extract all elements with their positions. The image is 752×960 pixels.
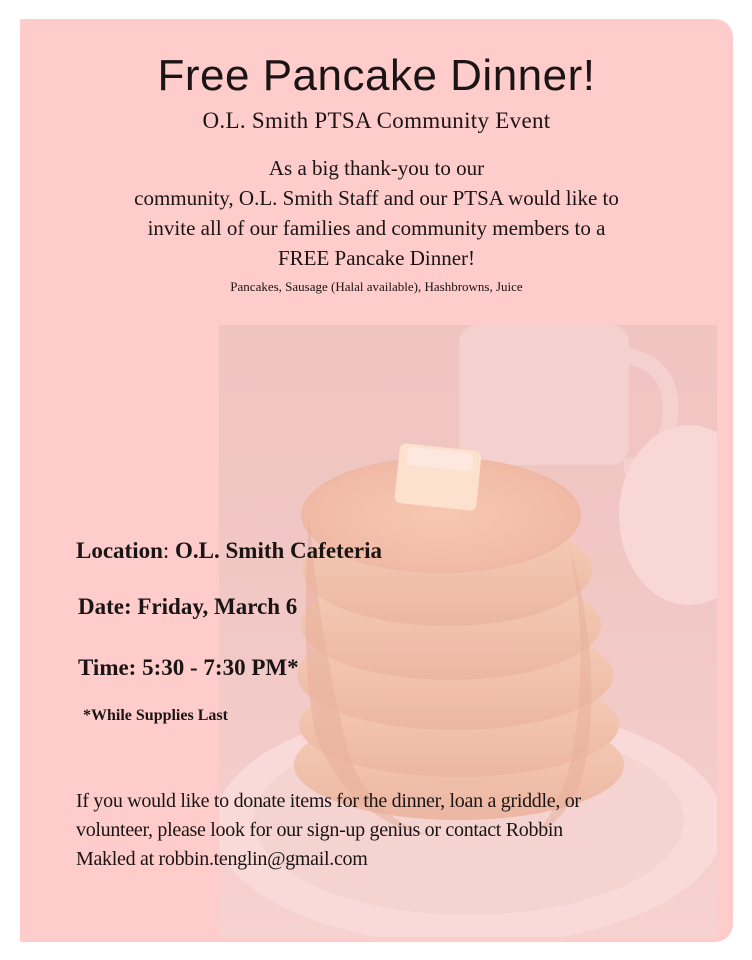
intro-line: As a big thank-you to our (268, 156, 485, 180)
intro-line: invite all of our families and community members to a (147, 216, 606, 240)
intro-line: FREE Pancake Dinner! (277, 246, 476, 270)
donate-line: volunteer, please look for our sign-up genius or contact Robbin (76, 819, 563, 841)
intro-paragraph (60, 153, 693, 273)
flyer-title: Free Pancake Dinner! (157, 51, 596, 100)
donate-line: If you would like to donate items for the dinner, loan a griddle, or (76, 790, 581, 812)
date-line: Date: Friday, March 6 (78, 594, 298, 619)
menu-items: Pancakes, Sausage (Halal available), Hashbrowns, Juice (230, 279, 523, 294)
donate-line: Makled at robbin.tenglin@gmail.com (76, 848, 368, 870)
location-line: Location: O.L. Smith Cafeteria (76, 538, 382, 563)
supplies-note: *While Supplies Last (83, 707, 228, 724)
time-line: Time: 5:30 - 7:30 PM* (78, 655, 299, 680)
intro-line: community, O.L. Smith Staff and our PTSA would like to (134, 186, 619, 210)
location-value: O.L. Smith Cafeteria (175, 538, 382, 563)
flyer (20, 19, 733, 942)
flyer-subtitle: O.L. Smith PTSA Community Event (202, 108, 551, 133)
location-label: Location (76, 538, 163, 563)
donate-paragraph (76, 787, 696, 874)
